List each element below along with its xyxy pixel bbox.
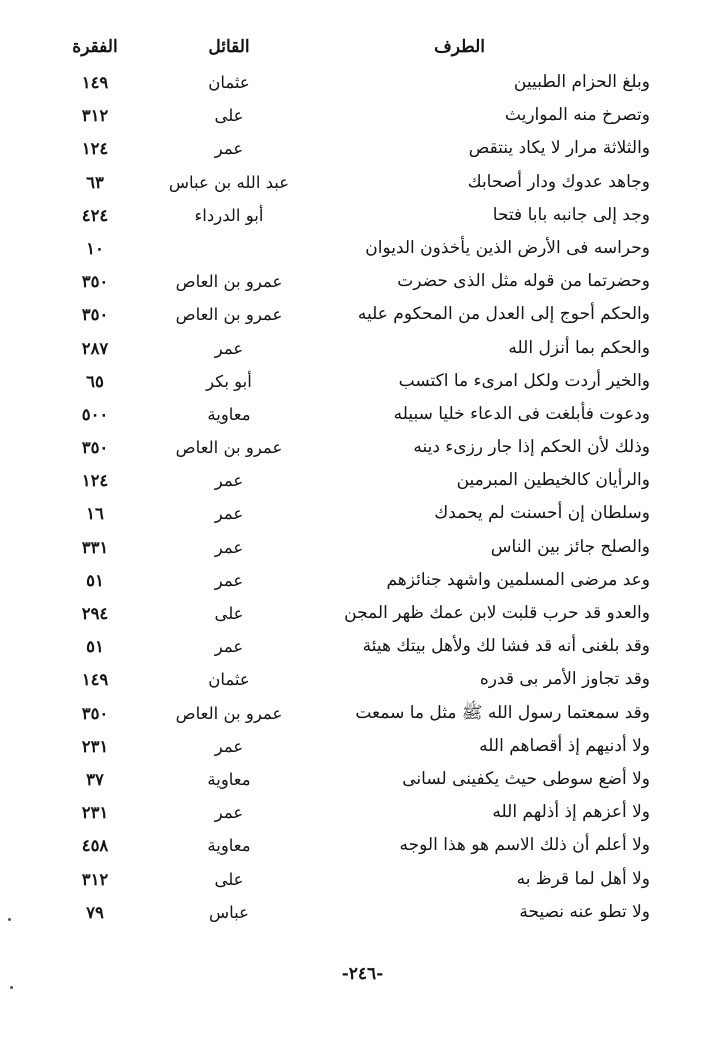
row-snippet: وحضرتما من قوله مثل الذى حضرت: [397, 271, 650, 292]
row-speaker: على: [214, 604, 244, 623]
row-paragraph: ٤٥٨: [81, 836, 109, 856]
table-row: [50, 763, 660, 796]
row-snippet: ولا أعلم أن ذلك الاسم هو هذا الوجه: [399, 835, 650, 856]
table-row: [50, 398, 660, 431]
row-paragraph: ٣١٢: [81, 869, 109, 889]
table-row: [50, 431, 660, 464]
row-speaker: عثمان: [208, 670, 250, 690]
row-speaker: عمر: [214, 504, 244, 524]
table-row: [50, 597, 660, 630]
table-row: [50, 863, 660, 896]
row-snippet: والصلح جائز بين الناس: [490, 536, 650, 557]
index-table: [50, 30, 660, 929]
row-paragraph: ٣٥٠: [81, 305, 109, 325]
row-speaker: عمر: [214, 537, 244, 557]
row-paragraph: ٣٥٠: [81, 703, 109, 723]
row-snippet: والحكم أحوج إلى العدل من المحكوم عليه: [357, 304, 650, 325]
row-paragraph: ٦٥: [86, 371, 104, 391]
row-speaker: عبد الله بن عباس: [168, 172, 290, 192]
table-row: [50, 265, 660, 298]
row-snippet: ولا أعزهم إذ أذلهم الله: [492, 802, 650, 823]
row-speaker: عمرو بن العاص: [175, 438, 283, 458]
row-paragraph: ٥١: [86, 570, 104, 590]
header-speaker: القائل: [208, 37, 250, 57]
row-paragraph: ١٢٤: [81, 471, 109, 491]
row-paragraph: ٣٣١: [81, 537, 109, 557]
table-row: [50, 796, 660, 829]
row-snippet: وبلغ الحزام الطبيين: [513, 72, 650, 92]
row-snippet: وجد إلى جانبه بابا فتحا: [492, 204, 650, 225]
row-speaker: عمر: [214, 736, 244, 756]
table-row: [50, 298, 660, 331]
row-paragraph: ٢٣١: [81, 803, 109, 823]
row-speaker: معاوية: [207, 404, 251, 424]
row-paragraph: ٦٣: [86, 172, 104, 192]
row-speaker: عمرو بن العاص: [175, 703, 283, 723]
table-row: [50, 663, 660, 696]
row-snippet: والحكم بما أنزل الله: [508, 337, 650, 358]
table-body: [50, 66, 660, 929]
row-snippet: وجاهد عدوك ودار أصحابك: [467, 171, 650, 192]
table-row: [50, 199, 660, 232]
row-speaker: على: [214, 869, 244, 889]
row-snippet: وعد مرضى المسلمين واشهد جنائزهم: [386, 569, 650, 590]
row-speaker: أبو الدرداء: [194, 205, 264, 225]
row-speaker: عمر: [214, 570, 244, 590]
row-speaker: عمرو بن العاص: [175, 272, 283, 292]
row-paragraph: ٥١: [86, 637, 104, 657]
table-row: [50, 132, 660, 165]
row-snippet: وذلك لأن الحكم إذا جار رزىء دينه: [413, 437, 650, 458]
row-speaker: معاوية: [207, 836, 251, 856]
table-row: [50, 531, 660, 564]
row-snippet: ودعوت فأبلغت فى الدعاء خليا سبيله: [393, 403, 650, 424]
row-snippet: ولا أهل لما قرظ به: [516, 868, 650, 889]
row-speaker: معاوية: [207, 769, 251, 789]
row-paragraph: ٢٣١: [81, 736, 109, 756]
row-snippet: ولا تطو عنه نصيحة: [519, 901, 650, 922]
table-row: [50, 564, 660, 597]
row-paragraph: ٣٥٠: [81, 272, 109, 292]
row-snippet: وسلطان إن أحسنت لم يحمدك: [434, 503, 650, 524]
row-speaker: عباس: [209, 902, 249, 922]
table-row: [50, 99, 660, 132]
row-paragraph: ٢٨٧: [81, 338, 109, 358]
table-row: [50, 166, 660, 199]
row-paragraph: ١٤٩: [81, 73, 109, 92]
row-snippet: ولا أضع سوطى حيث يكفينى لسانى: [402, 768, 650, 789]
row-snippet: ولا أدنيهم إذ أقصاهم الله: [479, 735, 650, 756]
row-paragraph: ١٦: [86, 504, 104, 524]
row-snippet: وتصرخ منه المواريث: [504, 105, 650, 126]
row-speaker: عمرو بن العاص: [175, 305, 283, 325]
row-paragraph: ٧٩: [86, 902, 104, 922]
row-paragraph: ٣٥٠: [81, 438, 109, 458]
table-header-row: [50, 30, 660, 66]
row-speaker: عمر: [214, 139, 244, 159]
scan-speck: [8, 918, 11, 921]
row-speaker: أبو بكر: [206, 371, 252, 391]
row-paragraph: ٤٢٤: [81, 205, 109, 225]
page-number: -٢٤٦-: [341, 964, 384, 984]
row-paragraph: ١٢٤: [81, 139, 109, 159]
row-snippet: وقد تجاوز الأمر بى قدره: [479, 669, 650, 690]
row-snippet: والخير أردت ولكل امرىء ما اكتسب: [398, 370, 650, 391]
table-row: [50, 896, 660, 929]
table-row: [50, 497, 660, 530]
row-paragraph: ٢٩٤: [81, 604, 109, 623]
row-speaker: عثمان: [208, 73, 250, 92]
row-snippet: وقد بلغنى أنه قد فشا لك ولأهل بيتك هيئة: [362, 636, 650, 657]
row-snippet: والثلاثة مرار لا يكاد ينتقص: [468, 138, 650, 159]
row-snippet: والعدو قد حرب قلبت لابن عمك ظهر المجن: [344, 603, 650, 623]
row-speaker: عمر: [214, 471, 244, 491]
row-snippet: والرأيان كالخيطين المبرمين: [456, 470, 650, 491]
table-row: [50, 697, 660, 730]
row-paragraph: ١٠: [86, 238, 104, 258]
row-speaker: عمر: [214, 637, 244, 657]
row-paragraph: ٣٧: [86, 769, 104, 789]
row-speaker: عمر: [214, 803, 244, 823]
table-row: [50, 730, 660, 763]
row-paragraph: ٣١٢: [81, 106, 109, 126]
table-row: [50, 829, 660, 862]
row-speaker: عمر: [214, 338, 244, 358]
row-paragraph: ٥٠٠: [81, 404, 109, 424]
row-snippet: وحراسه فى الأرض الذين يأخذون الديوان: [365, 237, 650, 258]
header-snippet: الطرف: [434, 37, 485, 57]
scan-speck: [10, 986, 13, 989]
table-row: [50, 66, 660, 99]
table-row: [50, 232, 660, 265]
row-snippet: وقد سمعتما رسول الله ﷺ مثل ما سمعت: [355, 702, 650, 723]
header-paragraph: الفقرة: [72, 37, 118, 57]
table-row: [50, 630, 660, 663]
row-paragraph: ١٤٩: [81, 670, 109, 690]
table-row: [50, 332, 660, 365]
table-row: [50, 464, 660, 497]
row-speaker: على: [214, 106, 244, 126]
table-row: [50, 365, 660, 398]
